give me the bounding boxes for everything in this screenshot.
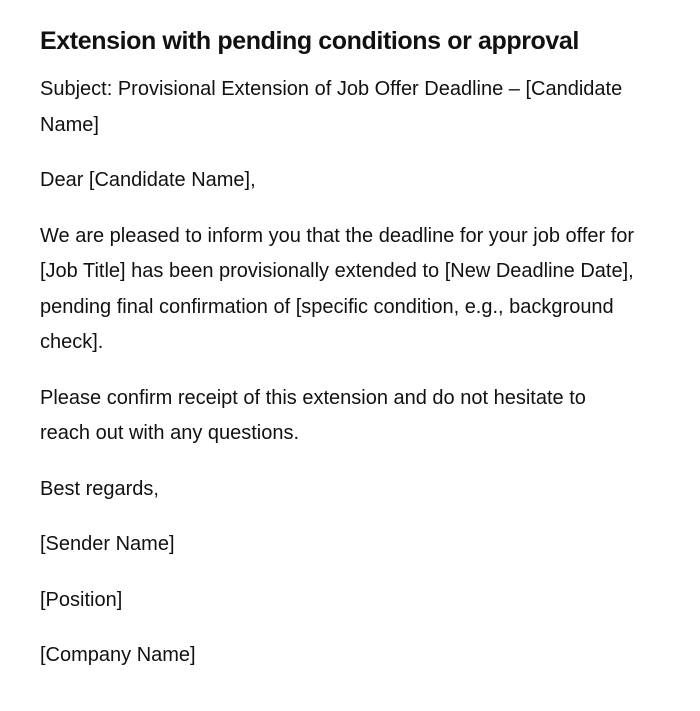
subject-line: Subject: Provisional Extension of Job Offer Deadline – [Candidate Name] <box>40 78 623 136</box>
body-paragraph-2: Please confirm receipt of this extension and do not hesitate to reach out with any questions. <box>40 386 586 444</box>
sender-position: [Position] <box>40 588 123 611</box>
greeting: Dear [Candidate Name], <box>40 169 256 191</box>
body-paragraph-1: We are pleased to inform you that the deadline for your job offer for [Job Title] has been provisionally extended to [New Deadline Date], pending final confirmation of [specific condition, e.g., background check]. <box>40 224 635 353</box>
sender-name: [Sender Name] <box>40 533 175 555</box>
closing: Best regards, <box>40 477 159 500</box>
company-name: [Company Name] <box>40 644 196 666</box>
page-title: Extension with pending conditions or approval <box>40 27 579 55</box>
